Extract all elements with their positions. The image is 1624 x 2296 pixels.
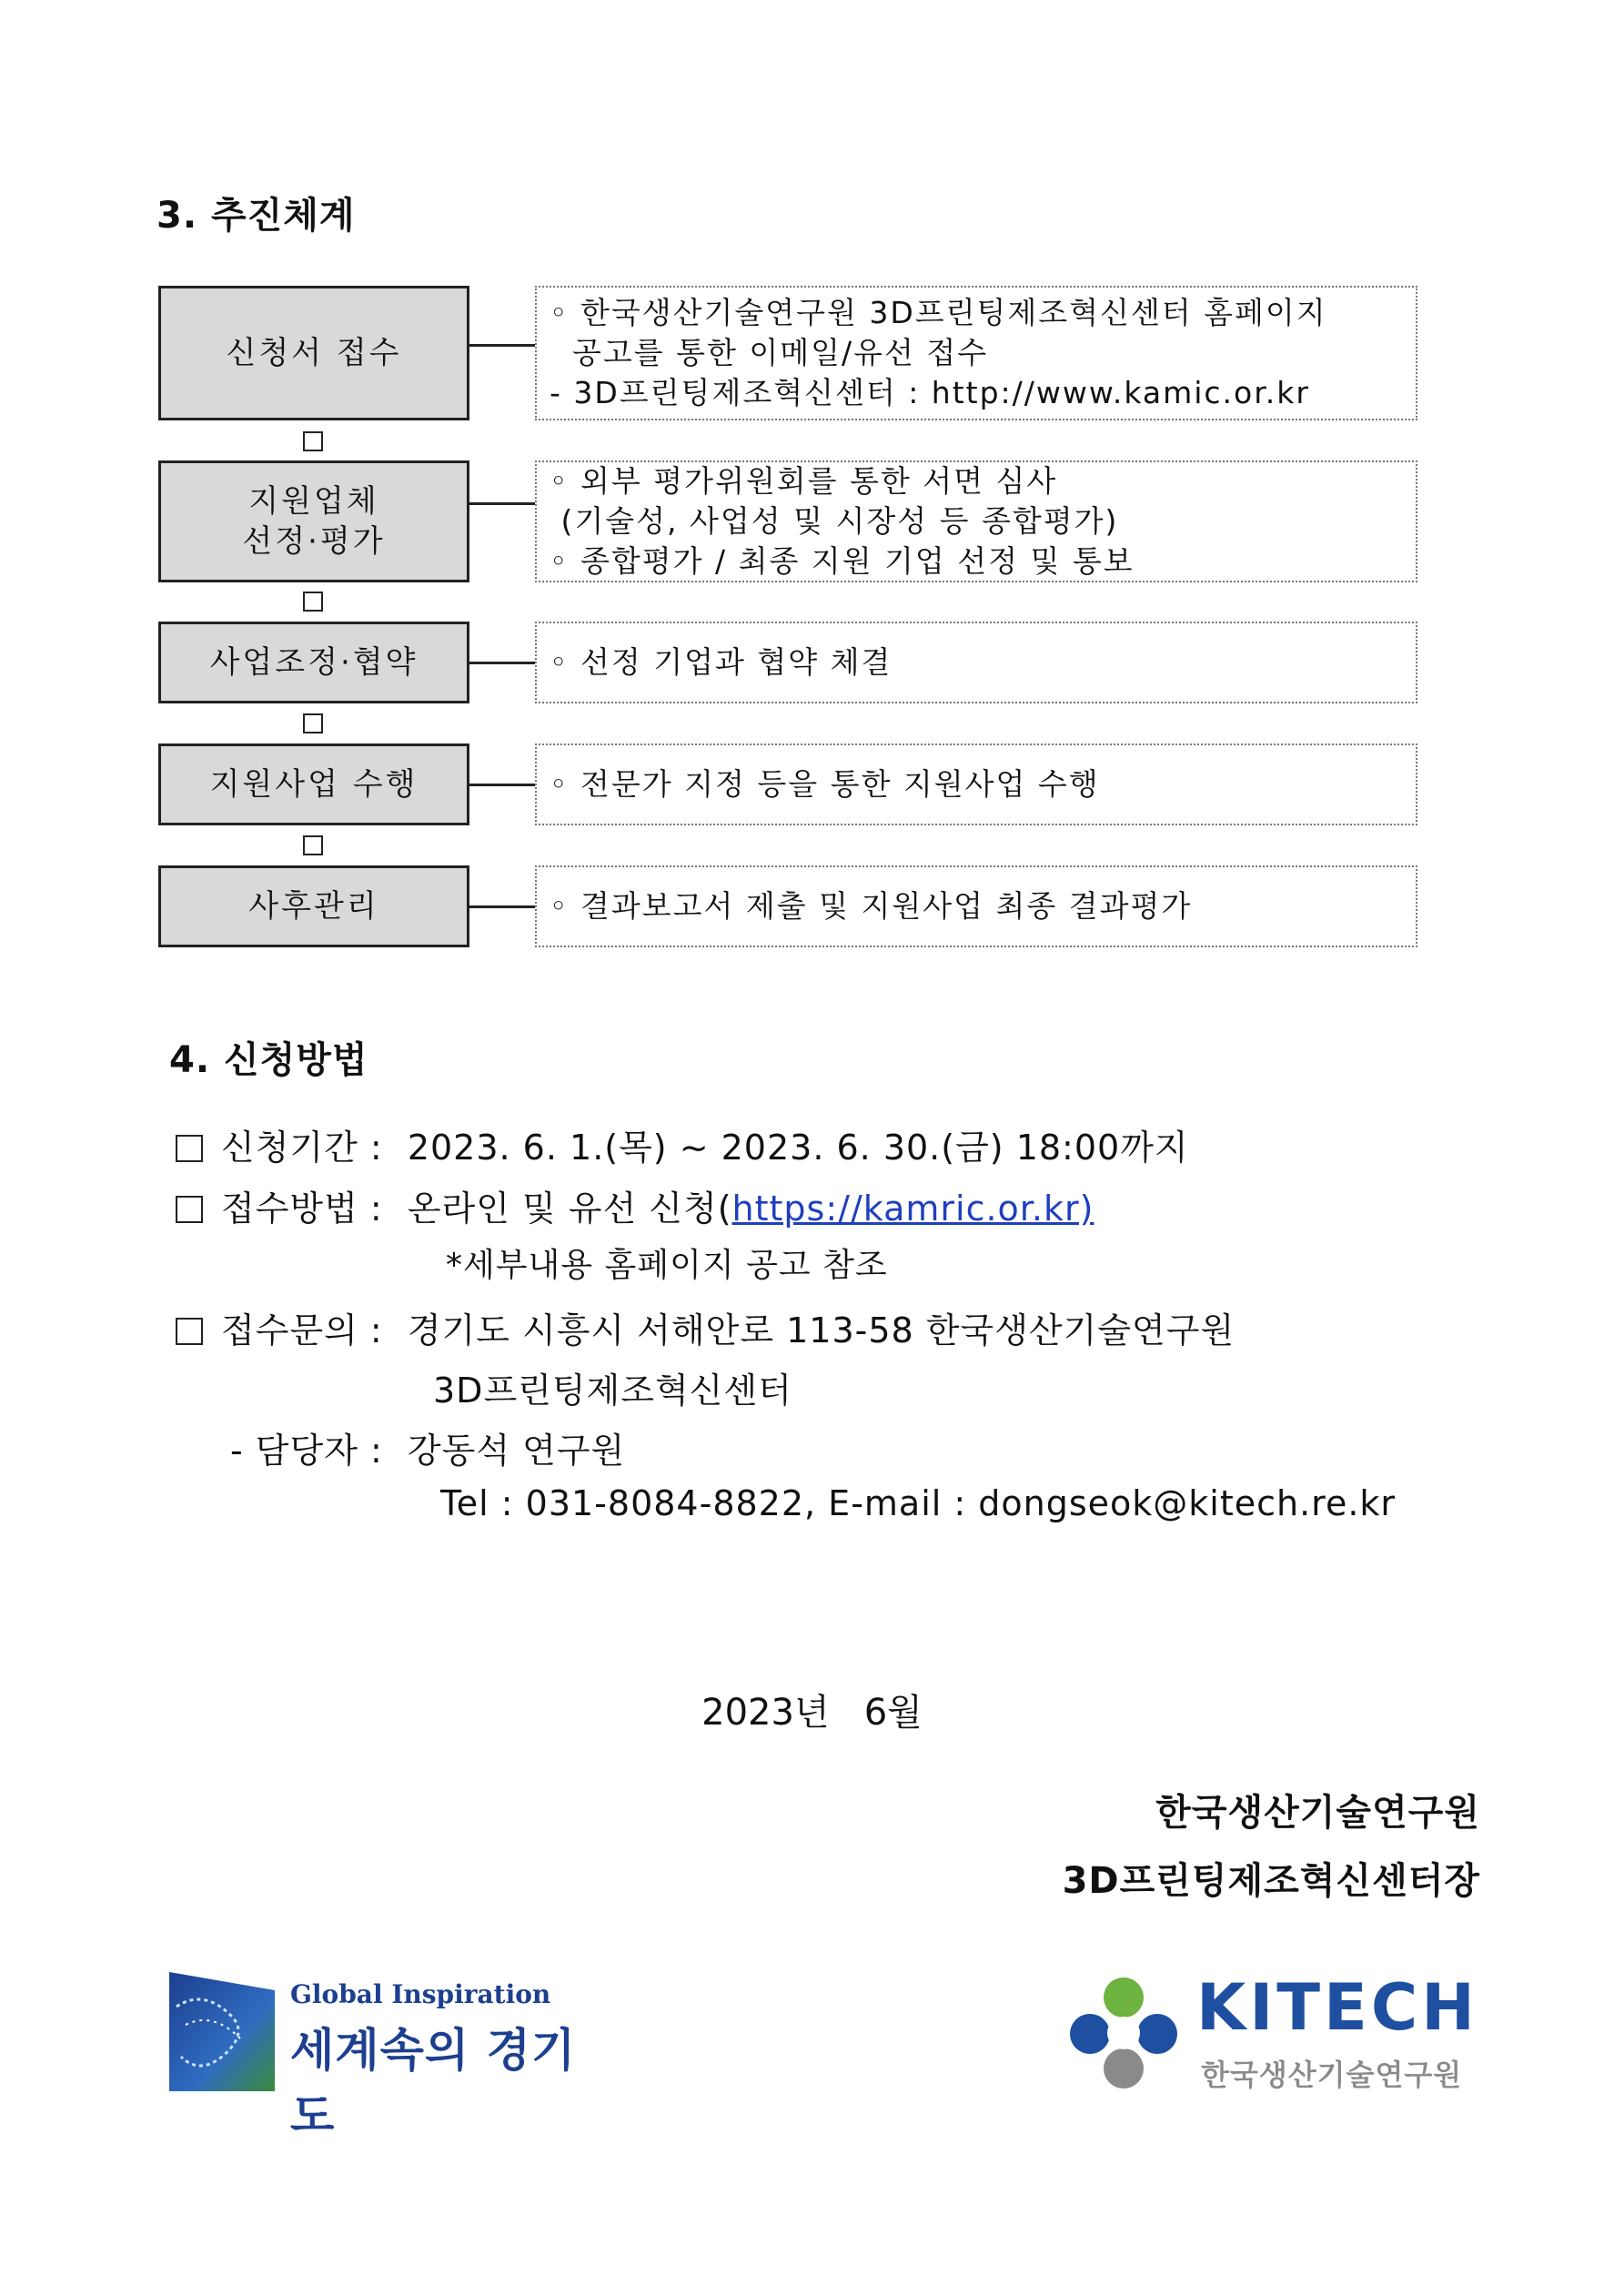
checkbox-icon [176,1196,203,1223]
connector-line [469,502,535,505]
application-period [176,1119,1189,1169]
stage-label: 사후관리 [248,888,379,925]
kitech-korean-name: 한국생산기술연구원 [1201,2058,1463,2092]
description-line: (기술성, 사업성 및 시장성 등 종합평가) [550,503,1119,539]
stage-description [535,743,1417,825]
connector-line [469,344,535,347]
method-note: *세부내용 홈페이지 공고 참조 [446,1247,888,1284]
connector-line [469,905,535,908]
inquiry-label: 접수문의 : [221,1310,383,1350]
stage-description [535,865,1417,947]
description-line: - 3D프린팅제조혁신센터 : http://www.kamic.or.kr [550,375,1310,410]
inquiry-center: 3D프린팅제조혁신센터 [433,1371,792,1411]
period-value: 2023. 6. 1.(목) ~ 2023. 6. 30.(금) 18:00까지 [407,1128,1189,1168]
flow-arrow-icon [303,592,323,612]
connector-line [469,784,535,786]
inquiry [176,1302,1235,1352]
stage-selection-evaluation [158,460,469,582]
description-line: ◦ 종합평가 / 최종 지원 기업 선정 및 통보 [550,543,1135,579]
application-method [176,1180,1094,1230]
contact-name: 강동석 연구원 [407,1431,626,1471]
org-name: 한국생산기술연구원 [1155,1792,1480,1834]
stage-label: 지원업체 [248,483,379,520]
section4-title: 4. 신청방법 [169,1039,368,1081]
contact-tel-email: Tel : 031-8084-8822, E-mail : dongseok@kitech.re.kr [440,1483,1397,1523]
stage-description [535,286,1417,420]
description-line: ◦ 선정 기업과 협약 체결 [550,644,893,680]
description-line: ◦ 외부 평가위원회를 통한 서면 심사 [550,463,1058,499]
stage-description [535,622,1417,703]
flow-arrow-icon [303,835,323,855]
connector-line [469,662,535,664]
contact-person [230,1422,625,1472]
stage-follow-up [158,865,469,947]
checkbox-icon [176,1135,203,1162]
flow-arrow-icon [303,431,323,451]
flow-arrow-icon [303,713,323,733]
checkbox-icon [176,1318,203,1345]
stage-label: 선정·평가 [242,523,386,560]
stage-support-execution [158,743,469,825]
period-label: 신청기간 : [221,1128,383,1168]
stage-application-receipt [158,286,469,420]
description-line: ◦ 결과보고서 제출 및 지원사업 최종 결과평가 [550,888,1193,924]
kitech-emblem-icon [1064,1972,1183,2090]
stage-description [535,460,1417,582]
kitech-wordmark: KITECH [1196,1970,1478,2045]
kitech-logo [1064,1970,1483,2093]
section3-title: 3. 추진체계 [156,195,356,237]
document-date: 2023년 6월 [701,1692,923,1734]
gyeonggi-slogan: Global Inspiration [290,1979,551,2009]
stage-label: 사업조정·협약 [209,644,419,681]
org-department: 3D프린팅제조혁신센터장 [1062,1860,1480,1902]
method-value: 온라인 및 유선 신청( [407,1188,732,1229]
description-line: ◦ 전문가 지정 등을 통한 지원사업 수행 [550,766,1100,802]
stage-label: 신청서 접수 [226,335,402,371]
gyeonggi-title: 세계속의 경기도 [290,2024,577,2142]
kamric-link[interactable]: https://kamric.or.kr) [731,1188,1094,1229]
stage-adjustment-agreement [158,622,469,703]
stage-label: 지원사업 수행 [209,766,419,803]
contact-label: - 담당자 : [230,1431,383,1471]
description-line: 공고를 통한 이메일/유선 접수 [550,335,989,370]
gyeonggi-logo [167,1970,586,2142]
description-line: ◦ 한국생산기술연구원 3D프린팅제조혁신센터 홈페이지 [550,295,1327,330]
method-label: 접수방법 : [221,1188,383,1229]
inquiry-address: 경기도 시흥시 서해안로 113-58 한국생산기술연구원 [407,1310,1236,1350]
gyeonggi-emblem-icon [167,1970,277,2093]
